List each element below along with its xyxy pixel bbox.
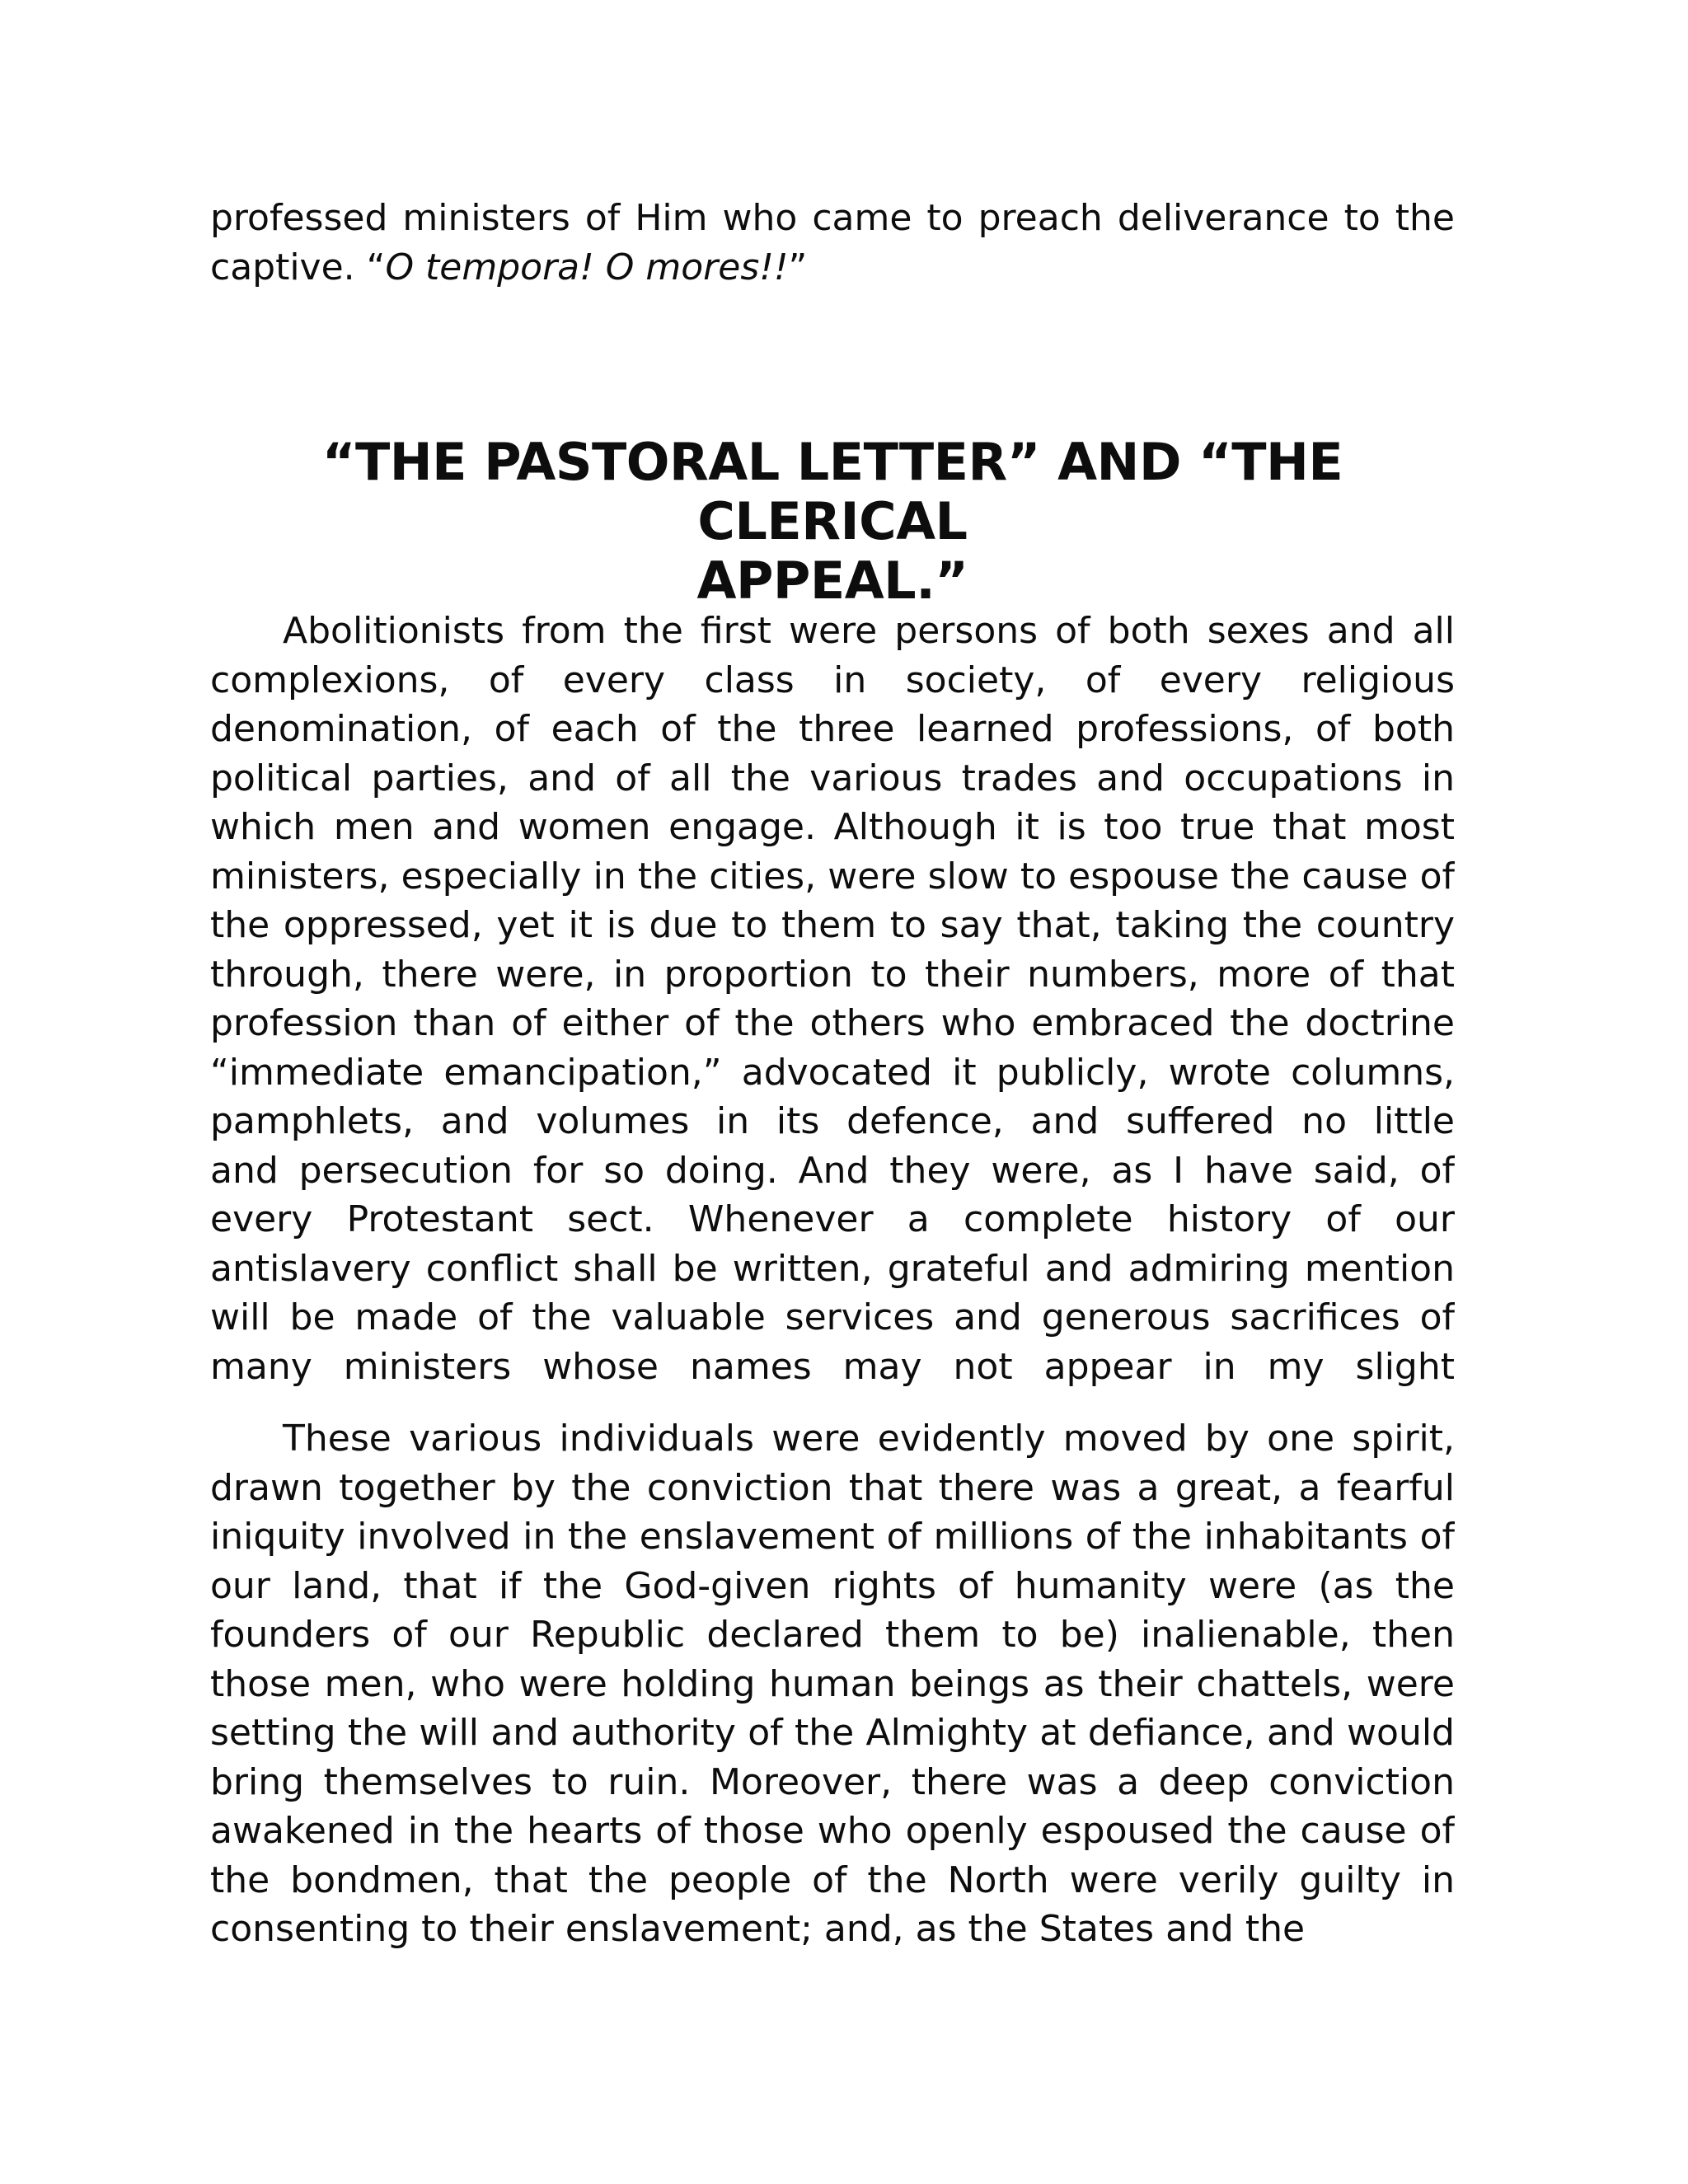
text-line: setting the will and authority of the Almighty at defiance, and would <box>210 1712 1455 1754</box>
text-line: ministers, especially in the cities, were slow to espouse the cause of <box>210 855 1455 898</box>
paragraph-gap <box>210 1391 1455 1414</box>
text-line: “immediate emancipation,” advocated it publicly, wrote columns, <box>210 1051 1455 1094</box>
text-line: the bondmen, that the people of the North were verily guilty in <box>210 1858 1455 1901</box>
text-line: our land, that if the God-given rights of humanity were (as the <box>210 1564 1455 1607</box>
text-line: drawn together by the conviction that there was a great, a fearful <box>210 1466 1455 1509</box>
paragraph <box>210 607 1455 1391</box>
heading-line: “THE PASTORAL LETTER” AND “THE CLERICAL <box>321 432 1343 551</box>
text-line: professed ministers of Him who came to preach deliverance to the <box>210 197 1455 239</box>
text-line: political parties, and of all the various trades and occupations in <box>210 757 1455 799</box>
text-line: awakened in the hearts of those who openly espoused the cause of <box>210 1810 1455 1852</box>
text-line <box>210 243 1455 293</box>
text-line: which men and women engage. Although it is too true that most <box>210 806 1455 848</box>
text-line: every Protestant sect. Whenever a complete history of our <box>210 1198 1455 1240</box>
text-line: those men, who were holding human beings as their chattels, were <box>210 1662 1455 1705</box>
text-line: denomination, of each of the three learned professions, of both <box>210 708 1455 750</box>
chapter-body <box>210 607 1455 1954</box>
opening-paragraph <box>210 194 1455 292</box>
text-line: profession than of either of the others who embraced the doctrine <box>210 1002 1455 1044</box>
text-line: bring themselves to ruin. Moreover, there was a deep conviction <box>210 1760 1455 1803</box>
text-line: Abolitionists from the first were persons of both sexes and all <box>283 610 1455 652</box>
text-line: These various individuals were evidently moved by one spirit, <box>283 1418 1455 1460</box>
text-line: will be made of the valuable services and generous sacrifices of <box>210 1296 1455 1338</box>
text-line: antislavery conflict shall be written, grateful and admiring mention <box>210 1247 1455 1290</box>
text-line: complexions, of every class in society, of every religious <box>210 658 1455 701</box>
text-fragment: captive. “ <box>210 246 386 288</box>
text-line: iniquity involved in the enslavement of millions of the inhabitants of <box>210 1516 1455 1558</box>
text-line: and persecution for so doing. And they were, as I have said, of <box>210 1149 1455 1192</box>
chapter-heading <box>210 433 1455 611</box>
latin-quote: O tempora! O mores!! <box>385 246 789 288</box>
text-line: pamphlets, and volumes in its defence, and suffered no little <box>210 1100 1455 1142</box>
paragraph <box>210 1414 1455 1954</box>
text-line: consenting to their enslavement; and, as the States and the <box>210 1908 1306 1950</box>
text-line: founders of our Republic declared them to be) inalienable, then <box>210 1614 1455 1656</box>
text-line: through, there were, in proportion to their numbers, more of that <box>210 953 1455 996</box>
text-fragment: ” <box>788 246 808 288</box>
document-page <box>210 194 1455 1950</box>
heading-line: APPEAL.” <box>696 551 968 611</box>
text-line: many ministers whose names may not appear in my slight <box>210 1345 1455 1388</box>
text-line: the oppressed, yet it is due to them to say that, taking the country <box>210 904 1455 946</box>
